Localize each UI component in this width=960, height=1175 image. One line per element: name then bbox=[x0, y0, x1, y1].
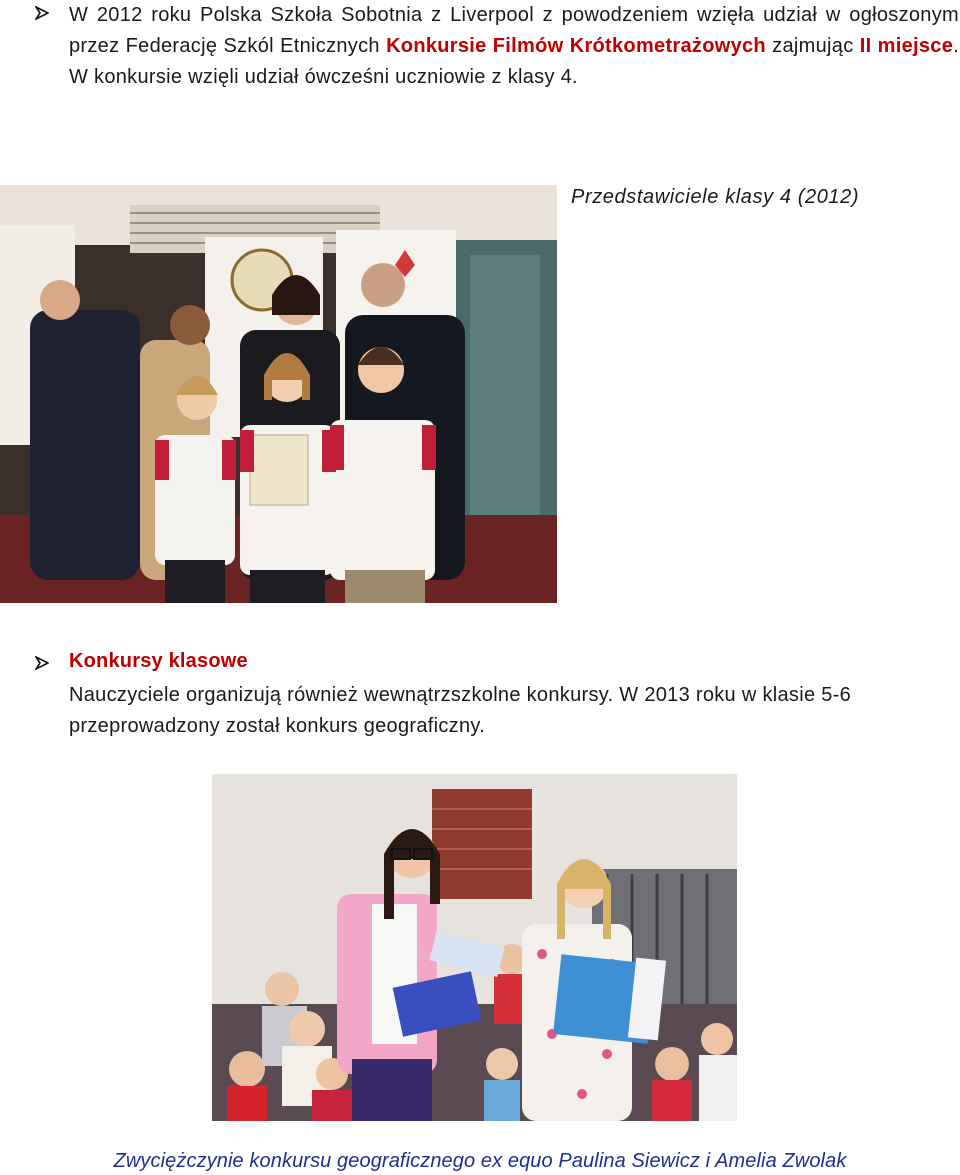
class-4-photo-illustration bbox=[0, 185, 557, 603]
intro-paragraph bbox=[69, 0, 959, 93]
class-4-photo bbox=[0, 185, 557, 603]
arrowhead-bullet-icon bbox=[35, 6, 49, 20]
class-competitions-paragraph: Nauczyciele organizują również wewnątrzszkolne konkursy. W 2013 roku w klasie 5-6 przeprowadzony został konkurs geograficzny. bbox=[69, 684, 852, 737]
intro-text-middle: zajmując bbox=[765, 35, 860, 57]
geography-winners-photo-illustration bbox=[212, 774, 737, 1121]
arrowhead-bullet-icon bbox=[35, 656, 49, 670]
intro-text-before: W 2012 roku Polska Szkoła Sobotnia z Liverpool z powodzeniem wzięła udział w ogłoszonym przez Federację Szkól Etnicznych bbox=[69, 4, 959, 57]
geography-winners-caption: Zwyciężczynie konkursu geograficznego ex equo Paulina Siewicz i Amelia Zwolak bbox=[113, 1150, 847, 1172]
class-competitions-heading: Konkursy klasowe bbox=[69, 650, 248, 672]
place-highlight: II miejsce bbox=[859, 35, 954, 57]
competition-name: Konkursie Filmów Krótkometrażowych bbox=[386, 35, 766, 57]
class-4-photo-caption: Przedstawiciele klasy 4 (2012) bbox=[571, 186, 860, 208]
geography-winners-photo bbox=[212, 774, 737, 1121]
intro-text-after: . W konkursie wzięli udział ówcześni uczniowie z klasy 4. bbox=[69, 35, 960, 88]
